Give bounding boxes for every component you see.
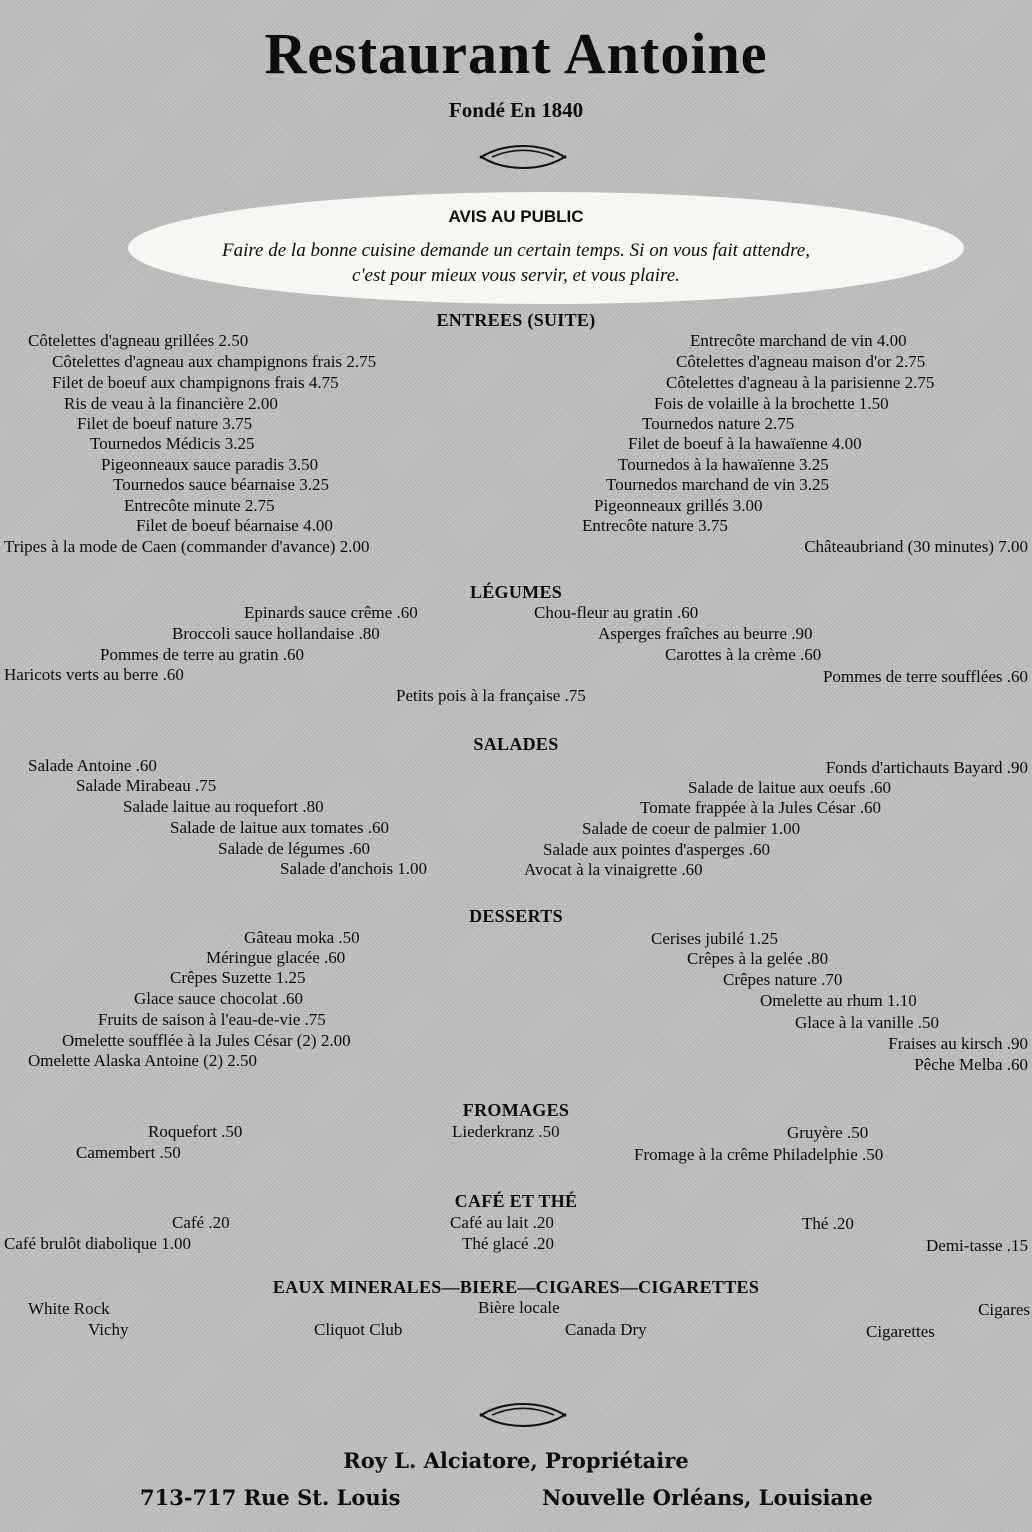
- menu-item: Filet de boeuf nature 3.75: [77, 414, 253, 433]
- menu-item: Broccoli sauce hollandaise .80: [172, 624, 380, 643]
- menu-item: Tournedos sauce béarnaise 3.25: [113, 475, 329, 494]
- street-address: 713-717 Rue St. Louis: [140, 1485, 401, 1510]
- menu-item: Camembert .50: [76, 1143, 181, 1162]
- section-heading-fromages: FROMAGES: [462, 1100, 570, 1120]
- restaurant-title: Restaurant Antoine: [264, 21, 768, 86]
- menu-item: Gruyère .50: [787, 1123, 869, 1142]
- notice-line-2: c'est pour mieux vous servir, et vous plaire.: [352, 265, 680, 286]
- menu-item: Salade laitue au roquefort .80: [123, 797, 324, 816]
- menu-item: Tournedos à la hawaïenne 3.25: [618, 455, 829, 474]
- ornament-flourish-bottom: [478, 1398, 568, 1432]
- menu-item: Thé .20: [802, 1214, 854, 1233]
- menu-item: Fraises au kirsch .90: [888, 1034, 1028, 1053]
- menu-item: Salade de laitue aux oeufs .60: [688, 778, 891, 797]
- section-heading-entrees: ENTREES (SUITE): [436, 310, 596, 330]
- menu-item: Bière locale: [478, 1298, 560, 1317]
- menu-item: Cigares: [978, 1300, 1030, 1319]
- city-address: Nouvelle Orléans, Louisiane: [542, 1485, 873, 1510]
- menu-item: Entrecôte nature 3.75: [582, 516, 728, 535]
- menu-item: Salade d'anchois 1.00: [280, 859, 428, 878]
- menu-item: Tournedos Médicis 3.25: [90, 434, 255, 453]
- menu-item: Café brulôt diabolique 1.00: [4, 1234, 191, 1253]
- menu-item: Glace sauce chocolat .60: [134, 989, 303, 1008]
- menu-item: Omelette soufflée à la Jules César (2) 2.00: [62, 1031, 351, 1050]
- menu-item: Pommes de terre au gratin .60: [100, 645, 304, 664]
- menu-item: Filet de boeuf à la hawaïenne 4.00: [628, 434, 862, 453]
- section-heading-eaux: EAUX MINERALES—BIERE—CIGARES—CIGARETTES: [272, 1277, 760, 1297]
- menu-item: Roquefort .50: [148, 1122, 243, 1141]
- notice-line-1: Faire de la bonne cuisine demande un certain temps. Si on vous fait attendre,: [221, 240, 810, 261]
- menu-item: Cerises jubilé 1.25: [651, 929, 779, 948]
- menu-item: Salade de laitue aux tomates .60: [170, 818, 390, 837]
- menu-item: Crêpes à la gelée .80: [687, 949, 829, 968]
- notice-title: AVIS AU PUBLIC: [448, 207, 584, 226]
- menu-item: Côtelettes d'agneau à la parisienne 2.75: [666, 373, 935, 392]
- menu-item: Côtelettes d'agneau grillées 2.50: [28, 331, 249, 350]
- menu-item: Carottes à la crème .60: [665, 645, 822, 664]
- section-heading-cafe: CAFÉ ET THÉ: [454, 1191, 578, 1211]
- menu-item: Avocat à la vinaigrette .60: [524, 860, 703, 879]
- menu-item: Fromage à la crême Philadelphie .50: [634, 1145, 884, 1164]
- menu-item: Cliquot Club: [314, 1320, 403, 1339]
- menu-item: Omelette au rhum 1.10: [760, 991, 917, 1010]
- menu-item: Crêpes nature .70: [723, 970, 843, 989]
- menu-item: Filet de boeuf béarnaise 4.00: [136, 516, 333, 535]
- section-heading-salades: SALADES: [473, 734, 559, 754]
- menu-item: Tripes à la mode de Caen (commander d'avance) 2.00: [4, 537, 370, 556]
- menu-item: Liederkranz .50: [452, 1122, 560, 1141]
- menu-item: Epinards sauce crême .60: [244, 603, 418, 622]
- menu-item: Entrecôte minute 2.75: [124, 496, 275, 515]
- menu-item: Café au lait .20: [450, 1213, 554, 1232]
- menu-item: Tournedos nature 2.75: [642, 414, 795, 433]
- menu-item: Pigeonneaux sauce paradis 3.50: [101, 455, 319, 474]
- menu-item: Entrecôte marchand de vin 4.00: [690, 331, 907, 350]
- menu-item: Glace à la vanille .50: [795, 1013, 939, 1032]
- section-heading-desserts: DESSERTS: [469, 906, 563, 926]
- menu-item: Salade Mirabeau .75: [76, 776, 217, 795]
- section-heading-legumes: LÉGUMES: [469, 582, 563, 602]
- menu-item: Thé glacé .20: [462, 1234, 555, 1253]
- menu-item: Fruits de saison à l'eau-de-vie .75: [98, 1010, 326, 1029]
- ornament-flourish-top: [478, 140, 568, 174]
- menu-item: Chou-fleur au gratin .60: [534, 603, 699, 622]
- menu-item: Méringue glacée .60: [206, 948, 346, 967]
- menu-item: Pigeonneaux grillés 3.00: [594, 496, 763, 515]
- menu-item: Demi-tasse .15: [926, 1236, 1028, 1255]
- menu-item: Vichy: [88, 1320, 129, 1339]
- menu-item: Asperges fraîches au beurre .90: [598, 624, 813, 643]
- menu-item: Côtelettes d'agneau maison d'or 2.75: [676, 352, 926, 371]
- menu-item: Salade de coeur de palmier 1.00: [582, 819, 801, 838]
- menu-item: Crêpes Suzette 1.25: [170, 968, 306, 987]
- menu-item: Salade Antoine .60: [28, 756, 157, 775]
- proprietor-line: Roy L. Alciatore, Propriétaire: [343, 1448, 689, 1473]
- menu-item: Café .20: [172, 1213, 230, 1232]
- menu-item: Canada Dry: [565, 1320, 647, 1339]
- menu-item: Côtelettes d'agneau aux champignons frais 2.75: [52, 352, 377, 371]
- founded-subtitle: Fondé En 1840: [448, 98, 584, 122]
- menu-item: Tomate frappée à la Jules César .60: [640, 798, 881, 817]
- menu-item: Haricots verts au berre .60: [4, 665, 184, 684]
- menu-item: Pommes de terre soufflées .60: [822, 667, 1028, 686]
- menu-item: Pêche Melba .60: [914, 1055, 1028, 1074]
- menu-item: Tournedos marchand de vin 3.25: [606, 475, 830, 494]
- menu-item: Cigarettes: [866, 1322, 935, 1341]
- menu-item: Salade aux pointes d'asperges .60: [543, 840, 771, 859]
- menu-item: Petits pois à la française .75: [396, 686, 586, 705]
- menu-item: Salade de légumes .60: [218, 839, 371, 858]
- menu-item: Gâteau moka .50: [244, 928, 360, 947]
- menu-item: White Rock: [28, 1299, 110, 1318]
- menu-item: Filet de boeuf aux champignons frais 4.75: [52, 373, 339, 392]
- menu-item: Fonds d'artichauts Bayard .90: [825, 758, 1028, 777]
- menu-item: Fois de volaille à la brochette 1.50: [654, 394, 889, 413]
- menu-item: Châteaubriand (30 minutes) 7.00: [804, 537, 1028, 556]
- menu-item: Omelette Alaska Antoine (2) 2.50: [28, 1051, 257, 1070]
- menu-item: Ris de veau à la financière 2.00: [64, 394, 278, 413]
